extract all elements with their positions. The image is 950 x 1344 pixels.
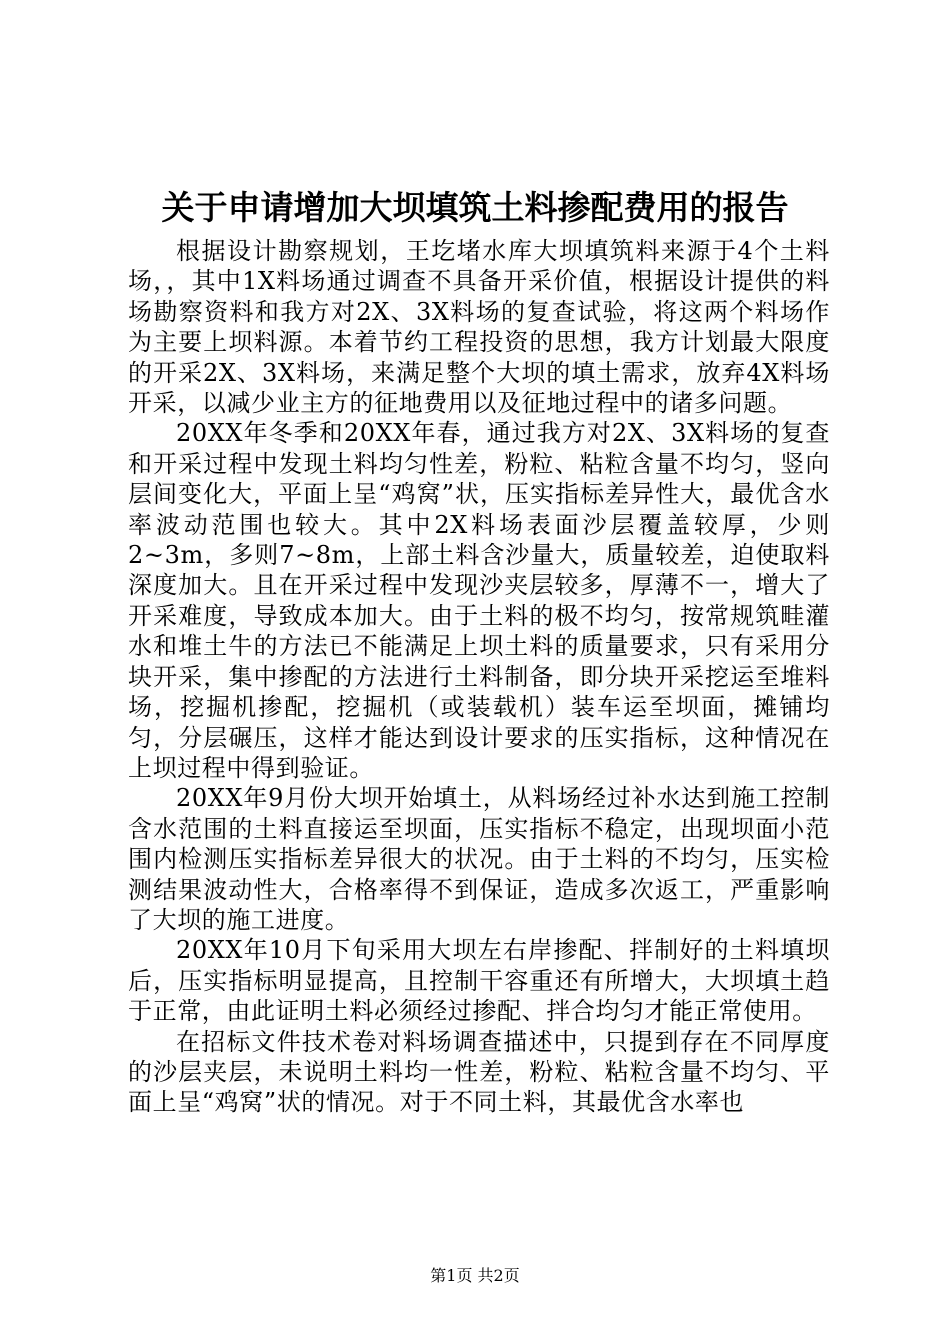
paragraph-4: 20XX年10月下旬采用大坝左右岸掺配、拌制好的土料填坝后，压实指标明显提高，且控制干容重还有所增大，大坝填土趋于正常，由此证明土料必须经过掺配、拌合均匀才能正常使用。 (128, 936, 830, 1026)
paragraph-5: 在招标文件技术卷对料场调查描述中，只提到存在不同厚度的沙层夹层，未说明土料均一性差，粉粒、粘粒含量不均匀、平面上呈“鸡窝”状的情况。对于不同土料，其最优含水率也 (128, 1027, 830, 1117)
paragraph-3: 20XX年9月份大坝开始填土，从料场经过补水达到施工控制含水范围的土料直接运至坝面，压实指标不稳定，出现坝面小范围内检测压实指标差异很大的状况。由于土料的不均匀，压实检测结果波动性大，合格率得不到保证，造成多次返工，严重影响了大坝的施工进度。 (128, 784, 830, 934)
document-title: 关于申请增加大坝填筑土料掺配费用的报告 (161, 188, 789, 227)
paragraph-2: 20XX年冬季和20XX年春，通过我方对2X、3X料场的复查和开采过程中发现土料均匀性差，粉粒、粘粒含量不均匀，竖向层间变化大，平面上呈“鸡窝”状，压实指标差异性大，最优含水率波动范围也较大。其中2X料场表面沙层覆盖较厚，少则2~3m，多则7~8m，上部土料含沙量大，质量较差，迫使取料深度加大。且在开采过程中发现沙夹层较多，厚薄不一，增大了开采难度，导致成本加大。由于土料的极不均匀，按常规筑畦灌水和堆土牛的方法已不能满足上坝土料的质量要求，只有采用分块开采，集中掺配的方法进行土料制备，即分块开采挖运至堆料场，挖掘机掺配，挖掘机（或装载机）装车运至坝面，摊铺均匀，分层碾压，这样才能达到设计要求的压实指标，这种情况在上坝过程中得到验证。 (128, 419, 830, 782)
paragraph-1: 根据设计勘察规划，王圪堵水库大坝填筑料来源于4个土料场，，其中1X料场通过调查不具备开采价值，根据设计提供的料场勘察资料和我方对2X、3X料场的复查试验，将这两个料场作为主要上坝料源。本着节约工程投资的思想，我方计划最大限度的开采2X、3X料场，来满足整个大坝的填土需求，放弃4X料场开采，以减少业主方的征地费用以及征地过程中的诸多问题。 (128, 237, 830, 418)
document-body (128, 236, 830, 1118)
page-number-footer: 第1页 共2页 (430, 1266, 520, 1285)
